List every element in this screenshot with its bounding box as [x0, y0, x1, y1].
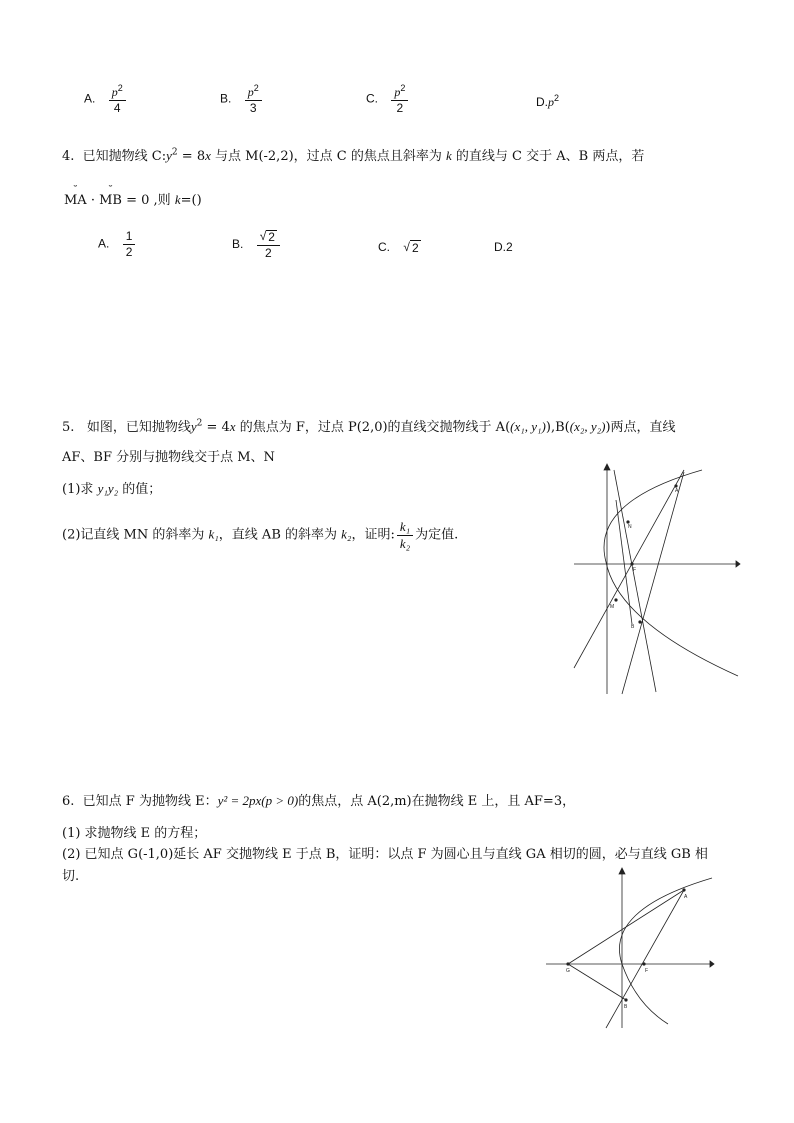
label-n: N: [628, 524, 632, 530]
q3-option-d: $D.p^2$: [536, 93, 560, 109]
q3-option-a-fraction: $\frac{p^2}{4}$: [109, 84, 126, 114]
point-m: [614, 598, 617, 601]
q5-part2: (2)记直线 MN 的斜率为 k₁，直线 AB 的斜率为 k₂，证明: $\frac{\text{k₁}}{\text{k₂}}$ 为定值.: [62, 519, 459, 551]
line-ga: [568, 890, 684, 964]
label-b: B: [631, 624, 635, 630]
q3-option-c: C. $\frac{p^2}{2}$: [366, 84, 408, 114]
point-b: [638, 620, 641, 623]
point-a: [682, 888, 685, 891]
label-m: M: [610, 604, 615, 610]
line-af: [622, 472, 684, 694]
q4-option-b: B. √ 2 2: [232, 230, 280, 259]
q4-option-d: D.2: [494, 240, 513, 254]
q5-figure: [570, 462, 742, 698]
q4-option-a: A. $\frac{1}{2}$: [98, 230, 135, 258]
line-ab: [606, 890, 684, 1028]
q4-option-c: C. √ 2: [378, 240, 419, 255]
label-a: A: [675, 488, 679, 494]
y-axis-arrow: [604, 464, 610, 470]
point-f: [642, 962, 645, 965]
label-f: F: [645, 968, 649, 974]
q4-option-a-fraction: $\frac{1}{2}$: [123, 230, 136, 258]
parabola: [604, 470, 738, 676]
label-a: A: [684, 894, 688, 900]
label-g: G: [566, 968, 570, 974]
q5-stem-line1: 5. 如图，已知抛物线$y^2 = 4x$ 的焦点为 F，过点 P(2,0)的直线交抛物线于 A((x₁, y₁)),B((x₂, y₂))两点，直线: [62, 418, 676, 435]
q4-stem-line2: ˘ MA · ˘ MB = 0 ,则 k=(): [64, 189, 202, 208]
label-f: F: [633, 567, 637, 573]
parabola: [619, 878, 712, 1024]
x-axis-arrow: [710, 961, 714, 967]
q4-stem-line1: 4. 已知抛物线 $C:y^2 = 8x$ 与点 M(-2,2)，过点 C 的焦点且斜率为 k 的直线与 C 交于 A、B 两点，若: [62, 147, 645, 164]
q3-option-c-fraction: $\frac{p^2}{2}$: [391, 84, 408, 114]
q5-stem-line2: AF、BF 分别与抛物线交于点 M、N: [62, 450, 275, 465]
q6-part1: (1) 求抛物线 E 的方程；: [62, 826, 207, 841]
y-axis-arrow: [619, 868, 625, 874]
q5-part1: (1)求 y₁y₂ 的值；: [62, 481, 162, 497]
line-mn: [616, 500, 632, 624]
q4-option-b-fraction: √ 2 2: [257, 230, 280, 259]
q3-option-a: A. $\frac{p^2}{4}$: [84, 84, 126, 114]
line-gb: [568, 964, 626, 1000]
q6-stem: 6. 已知点 F 为抛物线 E：y² = 2px(p > 0)的焦点，点 A(2,m)在抛物线 E 上，且 AF=3，: [62, 793, 576, 809]
q6-part2-line2: 切.: [62, 869, 80, 884]
q5-ratio-fraction: $\frac{\text{k₁}}{\text{k₂}}$: [397, 520, 413, 550]
x-axis-arrow: [736, 561, 740, 567]
q6-part2-line1: (2) 已知点 G(-1,0)延长 AF 交抛物线 E 于点 B，证明：以点 F 为圆心且与直线 GA 相切的圆，必与直线 GB 相: [62, 847, 708, 862]
point-f: [630, 562, 633, 565]
label-b: B: [624, 1004, 628, 1010]
point-b: [624, 998, 627, 1001]
q3-option-b: B. $\frac{p^2}{3}$: [220, 84, 262, 114]
point-g: [566, 962, 569, 965]
q6-figure: [544, 864, 720, 1032]
line-bf: [614, 470, 656, 692]
q3-option-b-fraction: $\frac{p^2}{3}$: [245, 84, 262, 114]
line-ab: [574, 470, 684, 668]
